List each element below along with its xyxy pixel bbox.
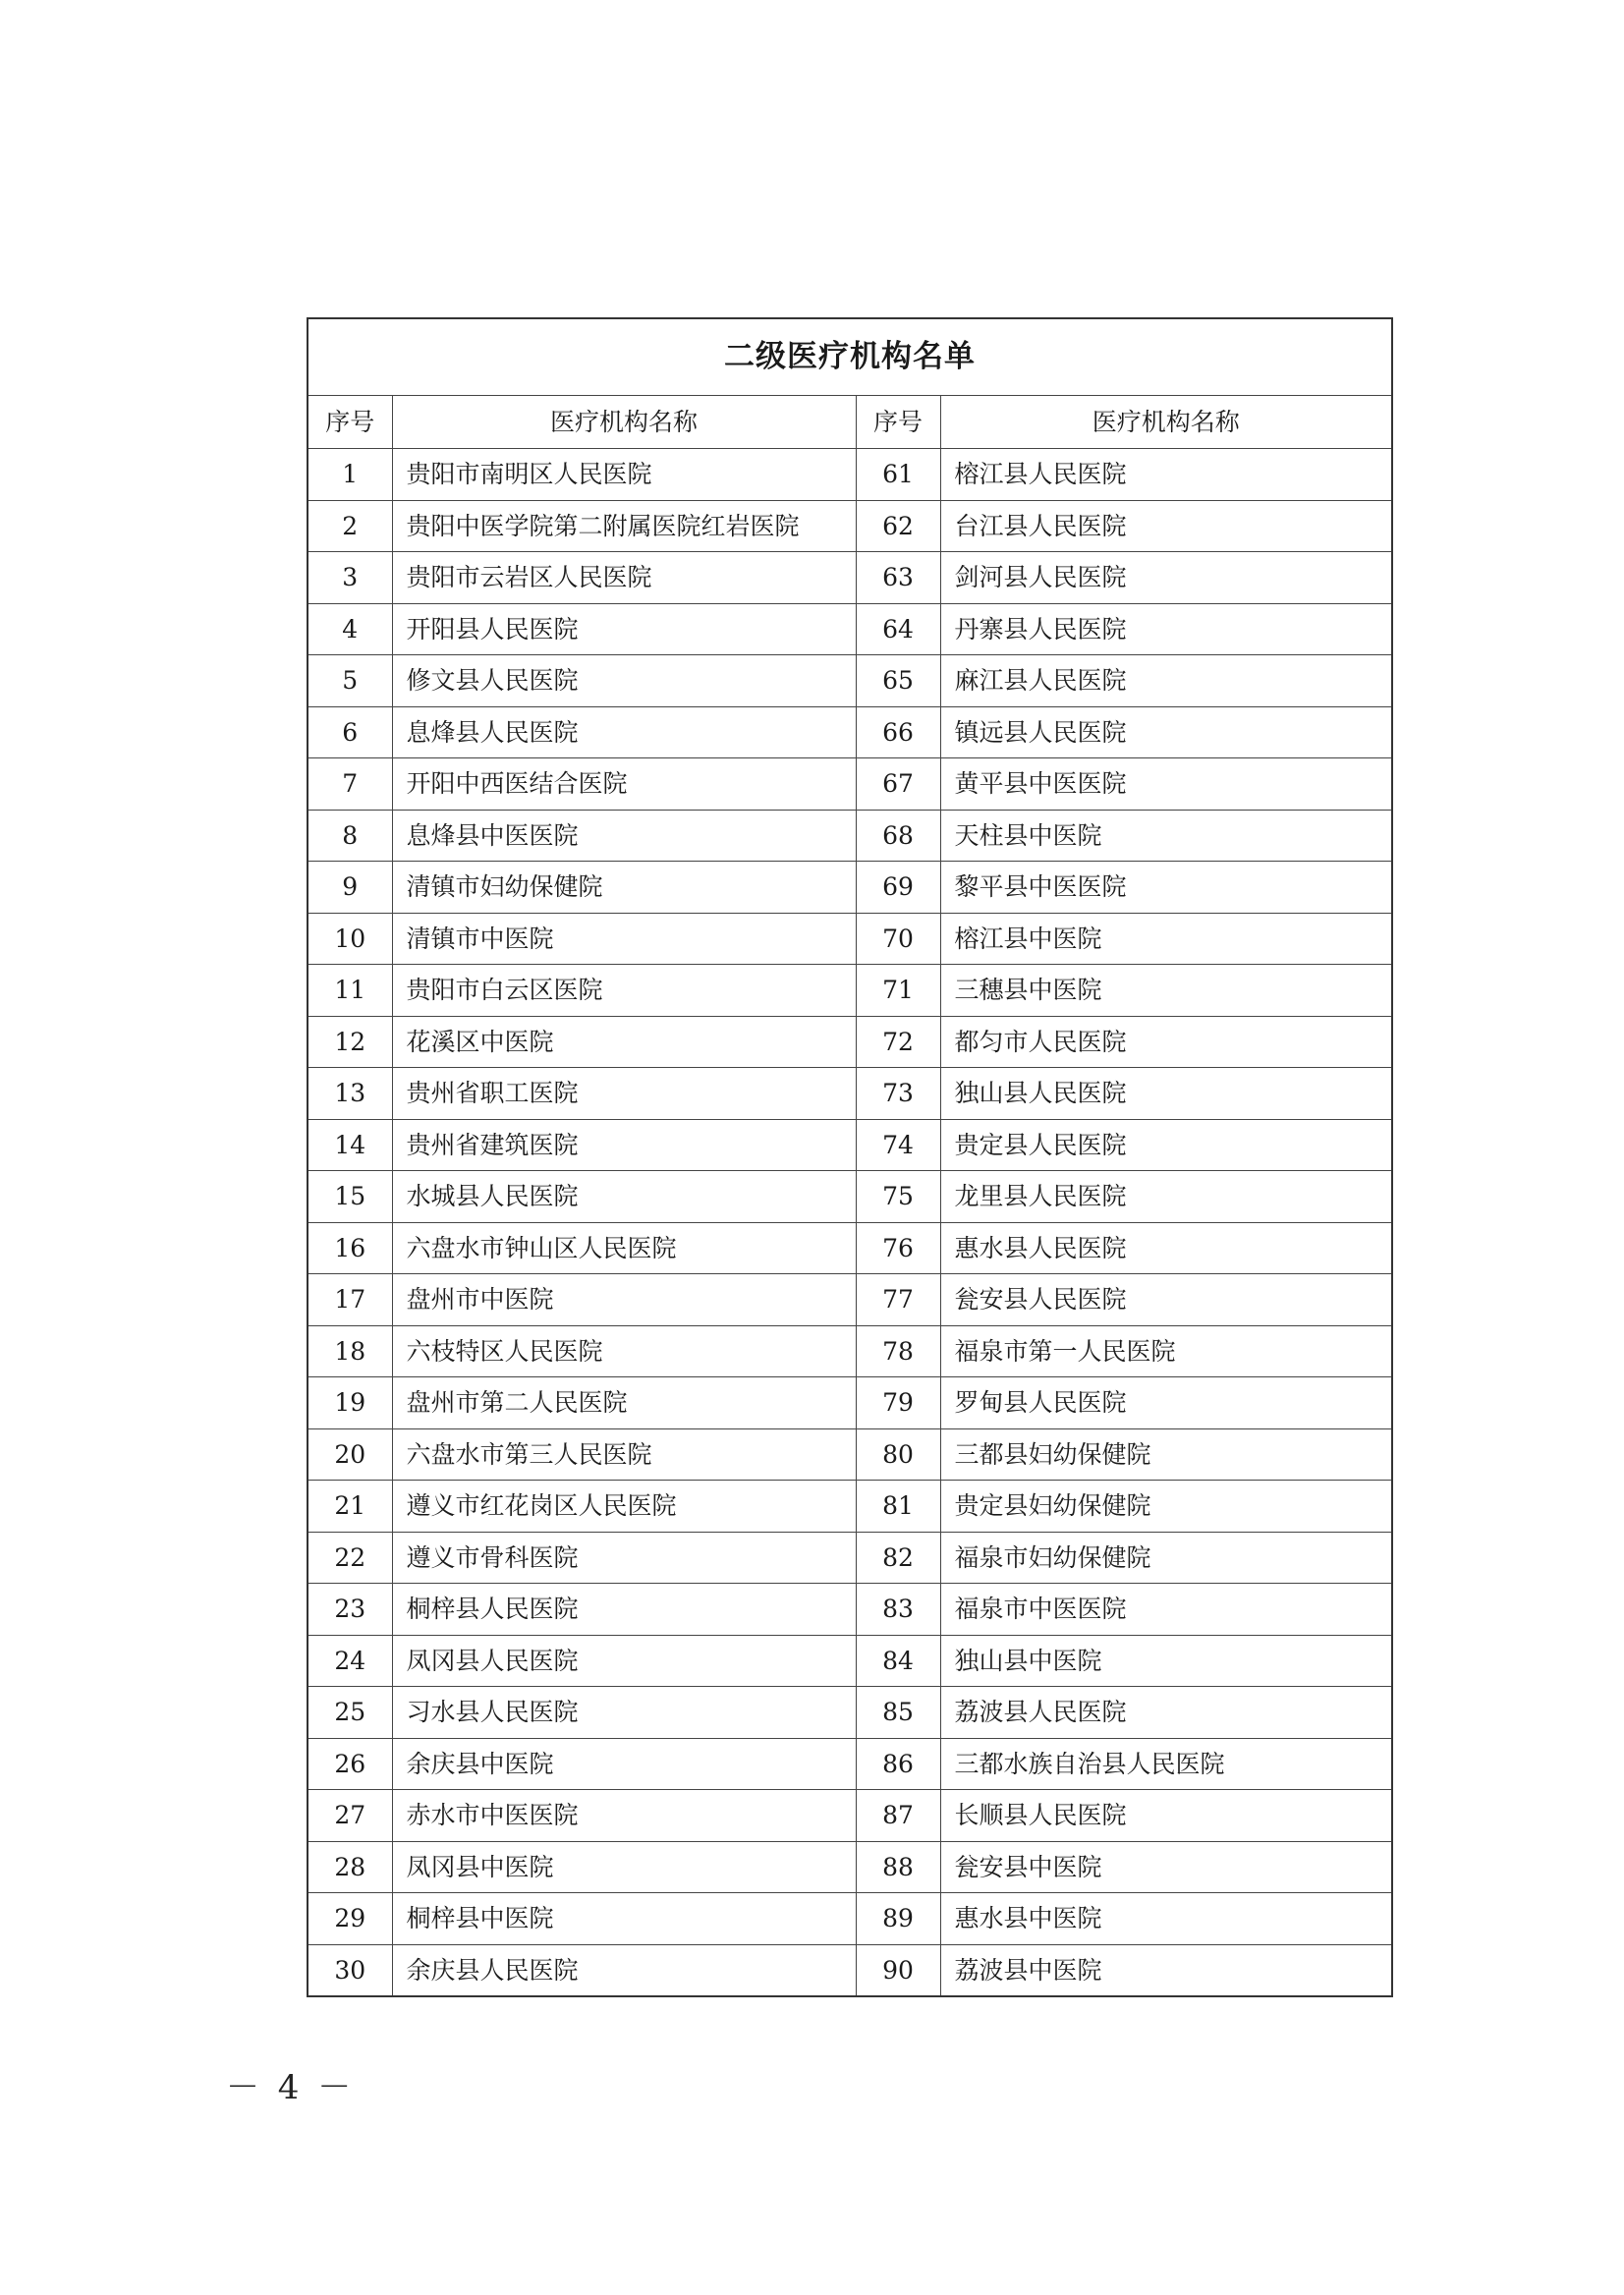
seq-right-cell: 85 bbox=[856, 1687, 940, 1739]
seq-left-cell: 19 bbox=[308, 1377, 392, 1429]
name-right-cell: 三都水族自治县人民医院 bbox=[940, 1738, 1392, 1790]
table-row bbox=[308, 1635, 1392, 1687]
header-row bbox=[308, 396, 1392, 449]
name-right-cell: 麻江县人民医院 bbox=[940, 655, 1392, 707]
seq-left-cell: 3 bbox=[308, 552, 392, 604]
table-row bbox=[308, 1944, 1392, 1996]
seq-left-cell: 30 bbox=[308, 1944, 392, 1996]
table-row bbox=[308, 500, 1392, 552]
seq-left-cell: 25 bbox=[308, 1687, 392, 1739]
seq-left-cell: 15 bbox=[308, 1171, 392, 1223]
seq-right-cell: 65 bbox=[856, 655, 940, 707]
seq-right-cell: 89 bbox=[856, 1893, 940, 1945]
seq-left-cell: 1 bbox=[308, 449, 392, 501]
table-row bbox=[308, 1893, 1392, 1945]
name-right-cell: 贵定县妇幼保健院 bbox=[940, 1481, 1392, 1533]
table-row bbox=[308, 1584, 1392, 1636]
table-row bbox=[308, 603, 1392, 655]
name-right-cell: 荔波县中医院 bbox=[940, 1944, 1392, 1996]
name-left-cell: 凤冈县人民医院 bbox=[392, 1635, 856, 1687]
seq-left-cell: 11 bbox=[308, 965, 392, 1017]
name-left-cell: 息烽县人民医院 bbox=[392, 706, 856, 758]
seq-left-cell: 23 bbox=[308, 1584, 392, 1636]
name-left-cell: 贵阳市南明区人民医院 bbox=[392, 449, 856, 501]
name-left-cell: 盘州市中医院 bbox=[392, 1274, 856, 1326]
name-right-cell: 剑河县人民医院 bbox=[940, 552, 1392, 604]
seq-right-cell: 70 bbox=[856, 913, 940, 965]
seq-right-cell: 88 bbox=[856, 1841, 940, 1893]
seq-left-cell: 6 bbox=[308, 706, 392, 758]
name-right-cell: 独山县人民医院 bbox=[940, 1068, 1392, 1120]
name-right-cell: 福泉市第一人民医院 bbox=[940, 1325, 1392, 1377]
seq-left-cell: 14 bbox=[308, 1119, 392, 1171]
seq-right-cell: 62 bbox=[856, 500, 940, 552]
table-row bbox=[308, 1325, 1392, 1377]
seq-right-cell: 72 bbox=[856, 1016, 940, 1068]
seq-right-cell: 76 bbox=[856, 1222, 940, 1274]
name-right-cell: 瓮安县中医院 bbox=[940, 1841, 1392, 1893]
name-right-cell: 三都县妇幼保健院 bbox=[940, 1428, 1392, 1481]
seq-right-cell: 64 bbox=[856, 603, 940, 655]
name-left-cell: 桐梓县人民医院 bbox=[392, 1584, 856, 1636]
seq-right-cell: 63 bbox=[856, 552, 940, 604]
seq-right-cell: 81 bbox=[856, 1481, 940, 1533]
name-right-cell: 惠水县中医院 bbox=[940, 1893, 1392, 1945]
table-row bbox=[308, 1687, 1392, 1739]
table-row bbox=[308, 1274, 1392, 1326]
name-right-cell: 长顺县人民医院 bbox=[940, 1790, 1392, 1842]
seq-right-cell: 78 bbox=[856, 1325, 940, 1377]
name-left-cell: 赤水市中医医院 bbox=[392, 1790, 856, 1842]
seq-left-cell: 2 bbox=[308, 500, 392, 552]
seq-left-cell: 13 bbox=[308, 1068, 392, 1120]
name-right-cell: 黄平县中医医院 bbox=[940, 758, 1392, 811]
header-name-left: 医疗机构名称 bbox=[392, 396, 856, 449]
seq-left-cell: 16 bbox=[308, 1222, 392, 1274]
table-row bbox=[308, 913, 1392, 965]
table-row bbox=[308, 1841, 1392, 1893]
seq-right-cell: 84 bbox=[856, 1635, 940, 1687]
seq-right-cell: 75 bbox=[856, 1171, 940, 1223]
seq-left-cell: 28 bbox=[308, 1841, 392, 1893]
table-row bbox=[308, 1068, 1392, 1120]
seq-right-cell: 67 bbox=[856, 758, 940, 811]
name-right-cell: 贵定县人民医院 bbox=[940, 1119, 1392, 1171]
table-row bbox=[308, 706, 1392, 758]
name-right-cell: 瓮安县人民医院 bbox=[940, 1274, 1392, 1326]
name-left-cell: 桐梓县中医院 bbox=[392, 1893, 856, 1945]
seq-left-cell: 9 bbox=[308, 862, 392, 914]
table-row bbox=[308, 1119, 1392, 1171]
seq-left-cell: 18 bbox=[308, 1325, 392, 1377]
name-left-cell: 六盘水市钟山区人民医院 bbox=[392, 1222, 856, 1274]
table-row bbox=[308, 1532, 1392, 1584]
name-left-cell: 盘州市第二人民医院 bbox=[392, 1377, 856, 1429]
seq-right-cell: 66 bbox=[856, 706, 940, 758]
seq-left-cell: 8 bbox=[308, 810, 392, 862]
name-left-cell: 凤冈县中医院 bbox=[392, 1841, 856, 1893]
name-right-cell: 都匀市人民医院 bbox=[940, 1016, 1392, 1068]
page-number: － 4 － bbox=[226, 2068, 356, 2107]
name-right-cell: 独山县中医院 bbox=[940, 1635, 1392, 1687]
table-row bbox=[308, 449, 1392, 501]
name-left-cell: 习水县人民医院 bbox=[392, 1687, 856, 1739]
seq-left-cell: 22 bbox=[308, 1532, 392, 1584]
seq-right-cell: 71 bbox=[856, 965, 940, 1017]
table-row bbox=[308, 1377, 1392, 1429]
name-right-cell: 天柱县中医院 bbox=[940, 810, 1392, 862]
name-left-cell: 贵州省职工医院 bbox=[392, 1068, 856, 1120]
seq-left-cell: 5 bbox=[308, 655, 392, 707]
seq-left-cell: 21 bbox=[308, 1481, 392, 1533]
table-row bbox=[308, 862, 1392, 914]
name-left-cell: 遵义市红花岗区人民医院 bbox=[392, 1481, 856, 1533]
seq-right-cell: 82 bbox=[856, 1532, 940, 1584]
table-row bbox=[308, 1171, 1392, 1223]
header-name-right: 医疗机构名称 bbox=[940, 396, 1392, 449]
seq-right-cell: 86 bbox=[856, 1738, 940, 1790]
name-right-cell: 福泉市中医医院 bbox=[940, 1584, 1392, 1636]
seq-left-cell: 29 bbox=[308, 1893, 392, 1945]
name-left-cell: 水城县人民医院 bbox=[392, 1171, 856, 1223]
seq-right-cell: 73 bbox=[856, 1068, 940, 1120]
name-right-cell: 镇远县人民医院 bbox=[940, 706, 1392, 758]
name-left-cell: 花溪区中医院 bbox=[392, 1016, 856, 1068]
seq-left-cell: 7 bbox=[308, 758, 392, 811]
name-right-cell: 黎平县中医医院 bbox=[940, 862, 1392, 914]
name-right-cell: 三穗县中医院 bbox=[940, 965, 1392, 1017]
name-right-cell: 荔波县人民医院 bbox=[940, 1687, 1392, 1739]
seq-left-cell: 26 bbox=[308, 1738, 392, 1790]
seq-right-cell: 77 bbox=[856, 1274, 940, 1326]
name-left-cell: 清镇市中医院 bbox=[392, 913, 856, 965]
table-title: 二级医疗机构名单 bbox=[308, 318, 1392, 396]
name-left-cell: 修文县人民医院 bbox=[392, 655, 856, 707]
seq-left-cell: 12 bbox=[308, 1016, 392, 1068]
name-right-cell: 福泉市妇幼保健院 bbox=[940, 1532, 1392, 1584]
institution-list-table bbox=[307, 317, 1393, 1997]
name-left-cell: 贵州省建筑医院 bbox=[392, 1119, 856, 1171]
seq-right-cell: 69 bbox=[856, 862, 940, 914]
table-row bbox=[308, 552, 1392, 604]
name-right-cell: 罗甸县人民医院 bbox=[940, 1377, 1392, 1429]
seq-right-cell: 79 bbox=[856, 1377, 940, 1429]
table-row bbox=[308, 655, 1392, 707]
table-row bbox=[308, 1790, 1392, 1842]
seq-left-cell: 10 bbox=[308, 913, 392, 965]
name-left-cell: 贵阳市云岩区人民医院 bbox=[392, 552, 856, 604]
name-left-cell: 贵阳市白云区医院 bbox=[392, 965, 856, 1017]
name-left-cell: 息烽县中医医院 bbox=[392, 810, 856, 862]
name-right-cell: 榕江县人民医院 bbox=[940, 449, 1392, 501]
name-right-cell: 榕江县中医院 bbox=[940, 913, 1392, 965]
seq-right-cell: 83 bbox=[856, 1584, 940, 1636]
name-left-cell: 贵阳中医学院第二附属医院红岩医院 bbox=[392, 500, 856, 552]
seq-right-cell: 90 bbox=[856, 1944, 940, 1996]
seq-left-cell: 4 bbox=[308, 603, 392, 655]
seq-right-cell: 74 bbox=[856, 1119, 940, 1171]
seq-right-cell: 68 bbox=[856, 810, 940, 862]
table-row bbox=[308, 758, 1392, 811]
table-row bbox=[308, 1016, 1392, 1068]
name-left-cell: 余庆县中医院 bbox=[392, 1738, 856, 1790]
table-row bbox=[308, 1481, 1392, 1533]
name-left-cell: 开阳县人民医院 bbox=[392, 603, 856, 655]
table-row bbox=[308, 1222, 1392, 1274]
name-left-cell: 遵义市骨科医院 bbox=[392, 1532, 856, 1584]
title-row bbox=[308, 318, 1392, 396]
name-left-cell: 开阳中西医结合医院 bbox=[392, 758, 856, 811]
seq-right-cell: 80 bbox=[856, 1428, 940, 1481]
name-right-cell: 丹寨县人民医院 bbox=[940, 603, 1392, 655]
seq-left-cell: 27 bbox=[308, 1790, 392, 1842]
header-seq-right: 序号 bbox=[856, 396, 940, 449]
name-left-cell: 六枝特区人民医院 bbox=[392, 1325, 856, 1377]
table-row bbox=[308, 1428, 1392, 1481]
table-row bbox=[308, 965, 1392, 1017]
name-right-cell: 龙里县人民医院 bbox=[940, 1171, 1392, 1223]
name-left-cell: 六盘水市第三人民医院 bbox=[392, 1428, 856, 1481]
name-right-cell: 台江县人民医院 bbox=[940, 500, 1392, 552]
seq-right-cell: 87 bbox=[856, 1790, 940, 1842]
seq-left-cell: 17 bbox=[308, 1274, 392, 1326]
name-left-cell: 清镇市妇幼保健院 bbox=[392, 862, 856, 914]
name-right-cell: 惠水县人民医院 bbox=[940, 1222, 1392, 1274]
seq-left-cell: 20 bbox=[308, 1428, 392, 1481]
table-row bbox=[308, 810, 1392, 862]
table-row bbox=[308, 1738, 1392, 1790]
seq-left-cell: 24 bbox=[308, 1635, 392, 1687]
seq-right-cell: 61 bbox=[856, 449, 940, 501]
name-left-cell: 余庆县人民医院 bbox=[392, 1944, 856, 1996]
header-seq-left: 序号 bbox=[308, 396, 392, 449]
